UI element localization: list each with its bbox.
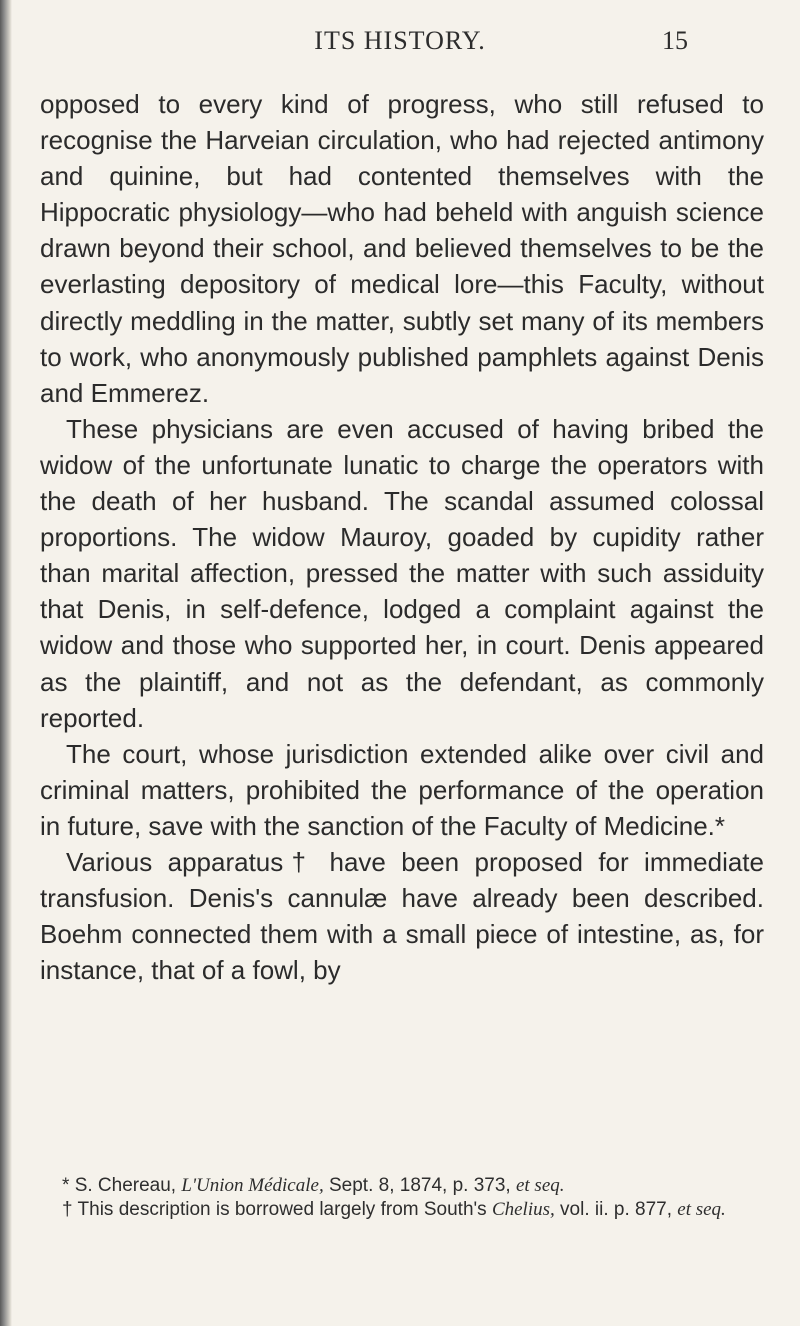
footnote-work: Chelius, (491, 1199, 555, 1220)
footnote-et-seq: et seq. (515, 1175, 565, 1196)
footnote-text: This description is borrowed largely from South's (77, 1199, 487, 1220)
paragraph: The court, whose jurisdiction extended alike over civil and criminal matters, prohibited the performance of the operation in future, save with the sanction of the Faculty of Medicine.* (40, 738, 764, 841)
paragraph: These physicians are even accused of having bribed the widow of the unfortunate lunatic to charge the operators with the death of her husband. The scandal assumed colossal proportions. The widow Mauroy, goaded by cupidity rather than marital affection, pressed the matter with such assiduity that Denis, in self-defence, lodged a complaint against the widow and those who supported her, in court. Denis appeared as the plaintiff, and not as the defendant, as commonly reported. (40, 413, 764, 733)
binding-edge (0, 0, 12, 1326)
footnote-details: Sept. 8, 1874, p. 373, (328, 1175, 511, 1196)
paragraph: Various apparatus† have been proposed for immediate transfusion. Denis's cannulæ have already been described. Boehm connected them with a small piece of intestine, as, for instance, that of a fowl, by (40, 846, 764, 986)
footnote-et-seq: et seq. (677, 1199, 726, 1220)
footnote-2 (40, 1198, 760, 1222)
page-number: 15 (662, 26, 688, 55)
footnote-author: S. Chereau, (74, 1175, 177, 1196)
body-text (40, 86, 764, 988)
running-title: ITS HISTORY. (314, 26, 486, 55)
footnote-marker: * (62, 1175, 70, 1196)
footnote-journal: L'Union Médicale, (181, 1175, 324, 1196)
footnote-marker: † (62, 1199, 73, 1220)
footnote-details: vol. ii. p. 877, (560, 1199, 672, 1220)
page-header (0, 26, 800, 66)
footnotes (40, 1174, 760, 1222)
footnote-1 (40, 1174, 760, 1198)
paragraph: opposed to every kind of progress, who still refused to recognise the Harveian circulation, who had rejected antimony and quinine, but had contented themselves with the Hippocratic physiology—who had beheld with anguish science drawn beyond their school, and believed themselves to be the everlasting depository of medical lore—this Faculty, without directly meddling in the matter, subtly set many of its members to work, who anonymously published pamphlets against Denis and Emmerez. (40, 89, 764, 408)
